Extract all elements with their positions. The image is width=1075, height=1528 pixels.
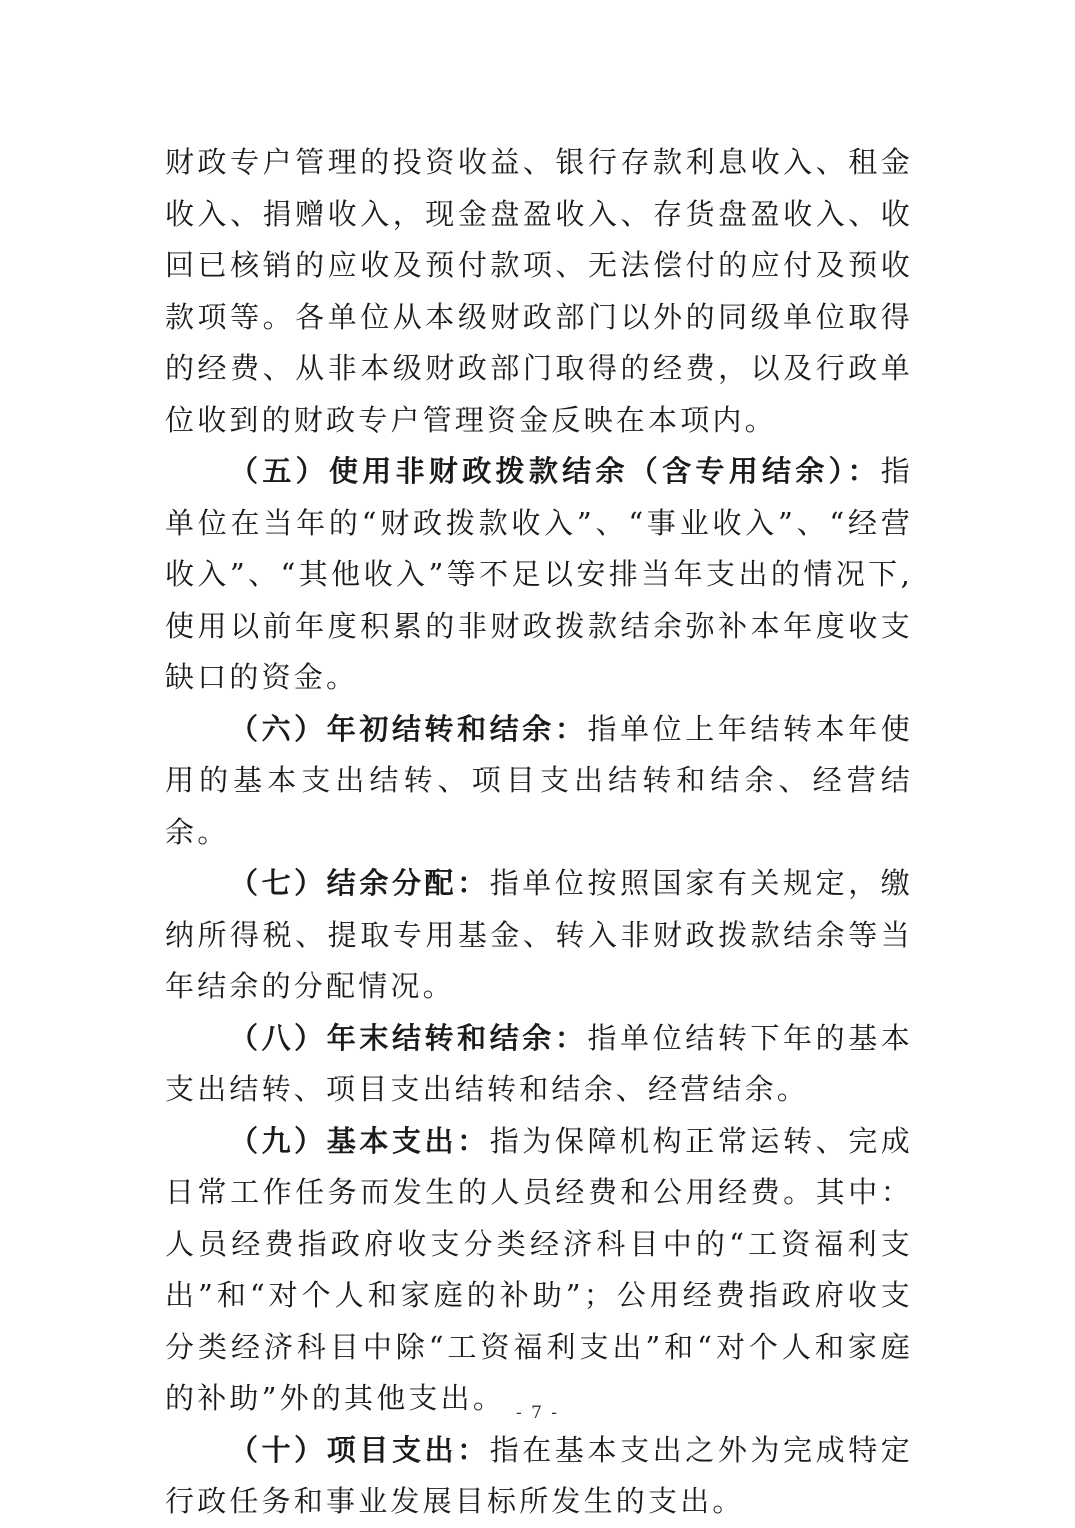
paragraph-text: 指单位上年结转本年使用的基本支出结转、项目支出结转和结余、经营结余。 — [165, 711, 913, 849]
section-heading: （九）基本支出： — [229, 1123, 490, 1158]
section-heading: （六）年初结转和结余： — [229, 711, 588, 746]
paragraph-text: 指为保障机构正常运转、完成日常工作任务而发生的人员经费和公用经费。其中：人员经费指政府收支分类经济科目中的“工资福利支出”和“对个人和家庭的补助”；公用经费指政府收支分类经济科目中除“工资福利支出”和“对个人和家庭的补助”外的其他支出。 — [165, 1123, 913, 1415]
paragraph-section-5 — [165, 446, 913, 704]
paragraph-text: 指单位按照国家有关规定，缴纳所得税、提取专用基金、转入非财政拨款结余等当年结余的分配情况。 — [165, 866, 913, 1003]
page-number: - 7 - — [515, 1403, 560, 1423]
section-heading: （八）年末结转和结余： — [229, 1020, 588, 1055]
paragraph-section-6 — [165, 704, 913, 859]
paragraph-text: 财政专户管理的投资收益、银行存款利息收入、租金收入、捐赠收入，现金盘盈收入、存货盘盈收入、收回已核销的应收及预付款项、无法偿付的应付及预收款项等。各单位从本级财政部门以外的同级单位取得的经费、从非本级财政部门取得的经费，以及行政单位收到的财政专户管理资金反映在本项内。 — [165, 145, 913, 437]
paragraph-text: 指在基本支出之外为完成特定行政任务和事业发展目标所发生的支出。 — [165, 1432, 913, 1518]
paragraph-text: 指单位结转下年的基本支出结转、项目支出结转和结余、经营结余。 — [165, 1020, 913, 1106]
paragraph-section-10 — [165, 1425, 913, 1528]
paragraph-section-9 — [165, 1116, 913, 1425]
section-heading: （五）使用非财政拨款结余（含专用结余）： — [229, 454, 881, 488]
paragraph-section-7 — [165, 858, 913, 1013]
document-body — [165, 137, 913, 1528]
paragraph-section-8 — [165, 1013, 913, 1116]
section-heading: （七）结余分配： — [229, 866, 490, 900]
paragraph-text: 指单位在当年的“财政拨款收入”、“事业收入”、“经营收入”、“其他收入”等不足以安排当年支出的情况下,使用以前年度积累的非财政拨款结余弥补本年度收支缺口的资金。 — [165, 454, 913, 694]
section-heading: （十）项目支出： — [229, 1432, 490, 1467]
paragraph-continuation — [165, 137, 913, 446]
